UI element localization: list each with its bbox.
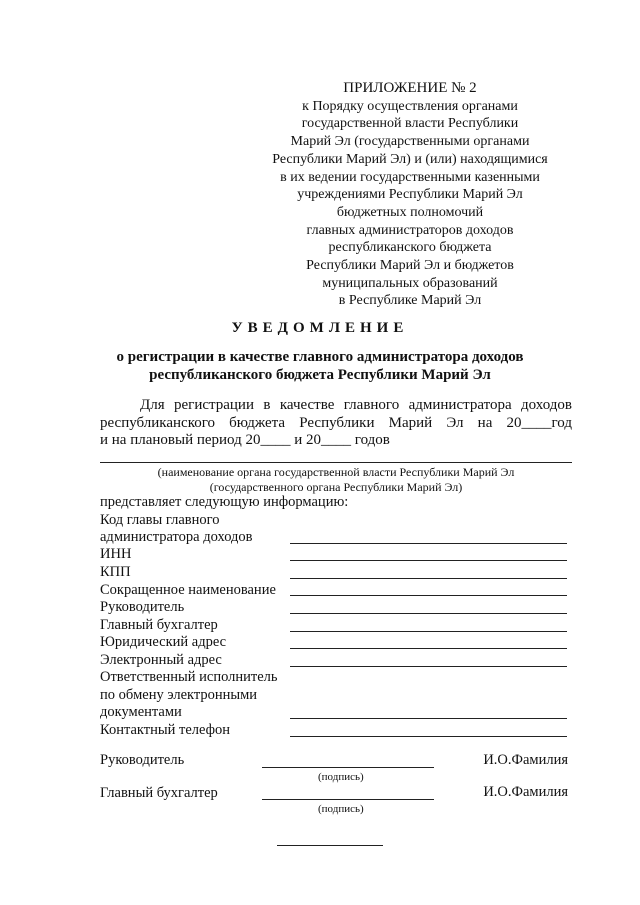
signature-hint-accountant: (подпись) xyxy=(318,803,364,815)
appendix-line: Марий Эл (государственными органами xyxy=(290,134,530,150)
appendix-title: ПРИЛОЖЕНИЕ № 2 xyxy=(343,80,477,96)
caption-line-2: (государственного органа Республики Марий Эл) xyxy=(209,480,463,494)
signature-line-accountant[interactable] xyxy=(262,799,434,800)
field-label-head-code-2: администратора доходов xyxy=(100,529,253,545)
appendix-line: учреждениями Республики Марий Эл xyxy=(297,187,523,203)
caption-line-1: (наименование органа государственной власти Республики Марий Эл xyxy=(157,465,515,479)
subtitle-line-1: о регистрации в качестве главного администратора доходов xyxy=(116,349,524,365)
signature-name-accountant: И.О.Фамилия xyxy=(483,784,568,800)
field-line-head[interactable] xyxy=(290,613,567,614)
field-label-email: Электронный адрес xyxy=(100,652,222,668)
document-title: УВЕДОМЛЕНИЕ xyxy=(231,320,409,336)
appendix-line: в Республике Марий Эл xyxy=(338,293,482,309)
document-subtitle xyxy=(80,348,560,384)
appendix-line: Республики Марий Эл) и (или) находящимися xyxy=(272,151,548,167)
appendix-line: к Порядку осуществления органами xyxy=(302,98,518,114)
field-label-head: Руководитель xyxy=(100,599,185,615)
intro-line-2: республиканского бюджета Республики Марий Эл на 20____год xyxy=(100,414,572,431)
field-line-email[interactable] xyxy=(290,666,567,667)
field-line-legal-address[interactable] xyxy=(290,648,567,649)
subtitle-line-2: республиканского бюджета Республики Марий Эл xyxy=(149,367,491,383)
appendix-line: Республики Марий Эл и бюджетов xyxy=(306,258,514,274)
field-line-head-code[interactable] xyxy=(290,543,567,544)
appendix-line: государственной власти Республики xyxy=(301,116,519,132)
appendix-block xyxy=(250,80,570,310)
intro-line-1: Для регистрации в качестве главного администратора доходов xyxy=(140,397,572,413)
field-line-kpp[interactable] xyxy=(290,578,567,579)
organization-name-line[interactable] xyxy=(100,462,572,463)
signature-label-head: Руководитель xyxy=(100,752,185,768)
field-label-responsible-3: документами xyxy=(100,704,182,720)
field-line-short-name[interactable] xyxy=(290,595,567,596)
field-label-phone: Контактный телефон xyxy=(100,722,231,738)
field-label-responsible-1: Ответственный исполнитель xyxy=(100,669,278,685)
field-line-phone[interactable] xyxy=(290,736,567,737)
field-label-head-code-1: Код главы главного xyxy=(100,512,220,528)
signature-line-head[interactable] xyxy=(262,767,434,768)
appendix-line: главных администраторов доходов xyxy=(306,222,514,238)
field-label-responsible-2: по обмену электронными xyxy=(100,687,258,703)
field-line-chief-accountant[interactable] xyxy=(290,631,567,632)
intro-line-3: и на плановый период 20____ и 20____ годов xyxy=(100,432,390,448)
closing-separator xyxy=(277,845,383,846)
signature-label-accountant: Главный бухгалтер xyxy=(100,785,218,801)
field-label-legal-address: Юридический адрес xyxy=(100,634,227,650)
field-line-responsible[interactable] xyxy=(290,718,567,719)
appendix-line: бюджетных полномочий xyxy=(336,204,484,220)
organization-caption xyxy=(100,465,572,495)
signature-hint-head: (подпись) xyxy=(318,771,364,783)
signature-name-head: И.О.Фамилия xyxy=(483,752,568,768)
provides-text: представляет следующую информацию: xyxy=(100,494,349,510)
intro-paragraph xyxy=(100,397,572,450)
field-line-inn[interactable] xyxy=(290,560,567,561)
appendix-line: республиканского бюджета xyxy=(328,240,492,256)
field-label-chief-accountant: Главный бухгалтер xyxy=(100,617,218,633)
field-label-short-name: Сокращенное наименование xyxy=(100,582,276,598)
field-label-kpp: КПП xyxy=(100,564,131,580)
appendix-line: муниципальных образований xyxy=(322,275,498,291)
appendix-line: в их ведении государственными казенными xyxy=(280,169,540,185)
field-label-inn: ИНН xyxy=(100,546,132,562)
